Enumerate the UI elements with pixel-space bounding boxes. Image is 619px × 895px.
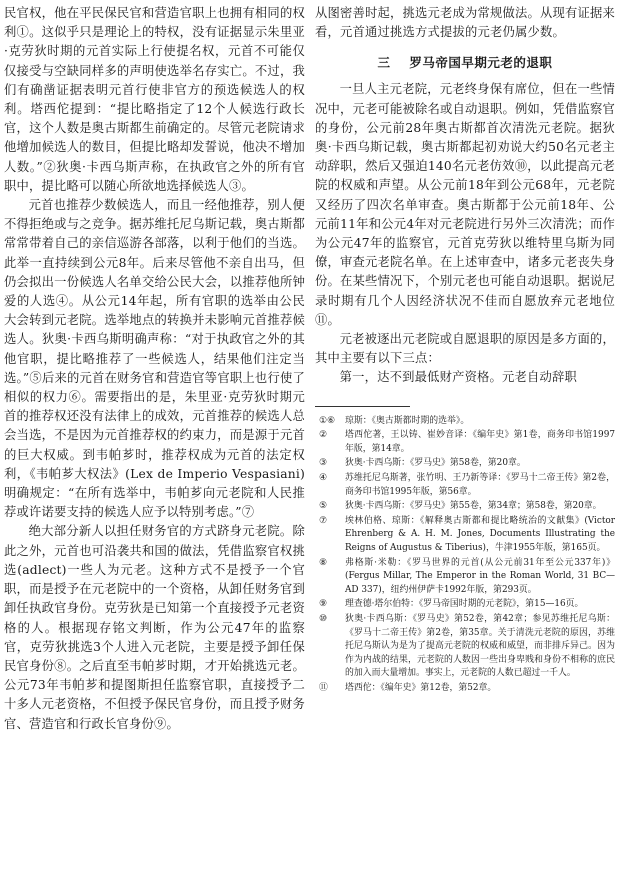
footnote-list bbox=[315, 415, 615, 696]
footnote-divider bbox=[315, 406, 410, 407]
footnote-mark: ①⑥ bbox=[319, 415, 335, 426]
footnote bbox=[315, 557, 615, 598]
footnote bbox=[315, 613, 615, 681]
footnote bbox=[315, 457, 615, 471]
footnote-text: 狄奥·卡西乌斯：《罗马史》第58卷，第20章。 bbox=[345, 458, 526, 469]
body-paragraph-3: 绝大部分新人以担任财务官的方式跻身元老院。除此之外，元首也可沿袭共和国的做法，凭借监察官权挑选(adlect)一些人为元老。这种方式不是授予一个官职，而是授予在元老院中的一个资格，从卸任财务官到卸任执政官身份。克劳狄是已知第一个直接授予元老资格的人。根据现存铭文判断，作为公元47年的监察官，克劳狄挑选3个人进入元老院，主要是授予卸任保民官身份⑧。之后直至韦帕芗时期，才开始挑选元老。公元73年韦帕芗和提图斯担任监察官职，直接授予二十多人元老资格，不但授予保民官身份，而且授予财务官、营造官和行政长官身份⑨。 bbox=[4, 524, 305, 731]
footnote-mark: ③ bbox=[319, 458, 327, 469]
footnote-text: 理查德·塔尔伯特：《罗马帝国时期的元老院》，第15—16页。 bbox=[345, 599, 584, 610]
section-paragraph-3: 第一，达不到最低财产资格。元老自动辞职 bbox=[339, 370, 578, 385]
body-paragraph-2: 元首也推荐少数候选人，而且一经他推荐，别人便不得拒绝或与之竞争。据苏维托尼乌斯记载，奥古斯都常常带着自己的亲信巡游各部落，以利于他们的当选。此举一直持续到公元8年。后来尽管他不亲自出马，但仍会拟出一份候选人名单交给公民大会，以推荐他所钟爱的人选④。从公元14年起，所有官职的选举由公民大会转到元老院。选举地点的转换并未影响元首推荐候选人。狄奥·卡西乌斯明确声称：“对于执政官之外的其他官职，提比略推荐了一些候选人，结果他们注定当选。”⑤后来的元首在财务官和营造官等官职上也行使了相似的权力⑥。需要指出的是，朱里亚·克劳狄时期元首的推荐权还没有法律上的成效，元首推荐的候选人总会当选，不是因为元首推荐权的约束力，而是源于元首的巨大权威。到韦帕芗时，推荐权成为元首的法定权利，《韦帕芗大权法》(Lex de Imperio Vespasiani)明确规定：“在所有选举中，韦帕芗向元老院和人民推荐或许诺要支持的候选人应予以特别考虑。”⑦ bbox=[4, 198, 305, 520]
left-column bbox=[4, 4, 305, 734]
footnote-text: 苏维托尼乌斯著，张竹明、王乃新等译：《罗马十二帝王传》第2卷，商务印书馆1995年版，第56章。 bbox=[345, 473, 615, 497]
footnote bbox=[315, 429, 615, 456]
footnote-text: 弗格斯·米勒：《罗马世界的元首(从公元前31年至公元337年)》(Fergus Millar, The Emperor in the Roman World, 31 BC—AD 337)，纽约州伊萨卡1992年版，第293页。 bbox=[345, 557, 615, 595]
section-title: 罗马帝国早期元老的退职 bbox=[409, 55, 553, 71]
footnote-mark: ⑩ bbox=[319, 613, 327, 624]
section-paragraph-2: 元老被逐出元老院或自愿退职的原因是多方面的，其中主要有以下三点： bbox=[315, 332, 615, 366]
footnote-mark: ⑤ bbox=[319, 501, 327, 512]
footnote bbox=[315, 598, 615, 612]
footnote bbox=[315, 682, 615, 696]
footnote bbox=[315, 515, 615, 556]
section-paragraph-1: 一旦人主元老院，元老终身保有席位，但在一些情况中，元老可能被除名或自动退职。例如，凭借监察官的身份，公元前28年奥古斯都首次清洗元老院。据狄奥·卡西乌斯记载，奥古斯都起初劝说大约50名元老主动辞职，然后又强迫140名元老仿效⑩，以此提高元老院的权威和声望。从公元前18年到公元68年，元老院又经历了四次名单审查。奥古斯都于公元前18年、公元前11年和公元4年对元老院进行另外三次清洗；而作为公元47年的监察官，元首克劳狄以维特里乌斯为同僚，审查元老院名单。在上述审查中，诸多元老丧失身份。在某些情况下，个别元老也可能自动退职。据说尼录时期有几个人因经济状况不佳而自愿放弃元老地位⑪。 bbox=[315, 82, 615, 327]
footnote-mark: ④ bbox=[319, 473, 327, 484]
body-paragraph-1: 民官权，他在平民保民官和营造官职上也拥有相同的权利①。这似乎只是理论上的特权，没有证据显示朱里亚·克劳狄时期的元首实际上行使提名权，元首不可能仅仅接受与空缺同样多的声明使选举名存实亡。不过，我们有确凿证据表明元首行使非官方的预选候选人的权利。塔西佗提到：“提比略指定了12个人候选行政长官，这个人数是奥古斯都生前确定的。尽管元老院请求他增加候选人的数目，但提比略却发誓说，他决不增加人数。”②狄奥·卡西乌斯声称，在执政官之外的所有官职中，提比略可以随心所欲地选择候选人③。 bbox=[4, 6, 305, 193]
footnote-mark: ⑦ bbox=[319, 515, 327, 526]
footnote-mark: ② bbox=[319, 430, 327, 441]
footnote-text: 狄奥·卡西乌斯：《罗马史》第52卷，第42章；参见苏维托尼乌斯：《罗马十二帝王传》第2卷，第35章。关于清洗元老院的原因，苏维托尼乌斯认为是为了提高元老院的权威和威望，而非排斥异己。因为作为内战的结果，元老院的人数因一些出身卑贱和身份不相称的庶民的加入而大量增加。事实上，元老院的人数已超过一千人。 bbox=[345, 613, 615, 679]
footnote-text: 塔西佗著，王以铸、崔妙音译：《编年史》第1卷，商务印书馆1997年版，第14章。 bbox=[345, 430, 615, 454]
continued-paragraph: 从图密善时起，挑选元老成为常规做法。从现有证据来看，元首通过挑选方式提拔的元老仍属少数。 bbox=[315, 6, 615, 40]
section-number: 三 bbox=[377, 55, 391, 71]
footnote bbox=[315, 415, 615, 429]
footnote bbox=[315, 472, 615, 499]
footnote-mark: ⑨ bbox=[319, 599, 327, 610]
right-column bbox=[315, 4, 615, 697]
footnote-text: 琼斯：《奥古斯都时期的选举》。 bbox=[345, 415, 470, 426]
section-heading bbox=[315, 53, 615, 71]
footnote-text: 狄奥·卡西乌斯：《罗马史》第55卷，第34章；第58卷，第20章。 bbox=[345, 501, 602, 512]
footnote-text: 塔西佗：《编年史》第12卷，第52章。 bbox=[345, 682, 497, 693]
footnote-text: 埃林伯格、琼斯：《解释奥古斯都和提比略统治的文献集》(Victor Ehrenberg & A. H. M. Jones, Documents Illustrating the Reigns of Augustus & Tiberius)，牛津1955年版，第165页。 bbox=[345, 515, 615, 553]
footnote-mark: ⑧ bbox=[319, 557, 327, 568]
footnote-mark: ⑪ bbox=[319, 682, 328, 693]
footnote bbox=[315, 500, 615, 514]
